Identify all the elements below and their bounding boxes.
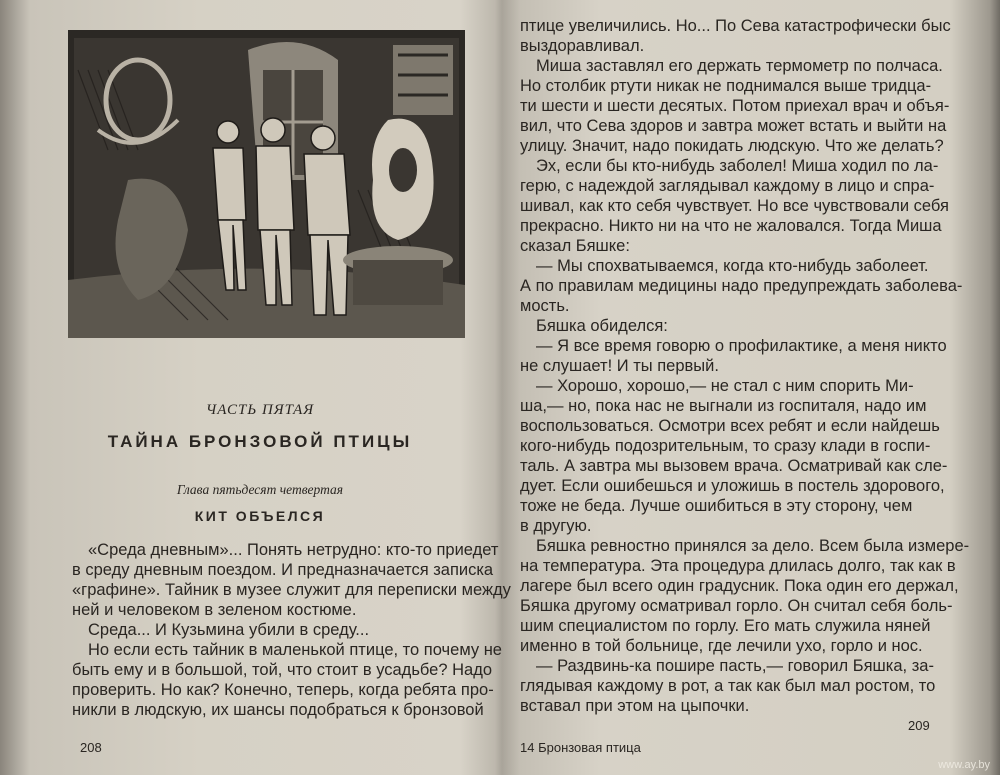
text-line: сказал Бяшке: [520, 237, 630, 255]
illustration-engraving [68, 30, 465, 338]
page-number: 208 [80, 740, 102, 755]
text-line: выздоравливал. [520, 37, 645, 55]
text-line: мость. [520, 297, 570, 315]
text-line: таль. А завтра мы вызовем врача. Осматривай как сле- [520, 457, 948, 475]
part-label: ЧАСТЬ ПЯТАЯ [205, 402, 315, 418]
text-line: Бяшка другому осматривал горло. Он считал себя боль- [520, 597, 953, 615]
text-line: Но если есть тайник в маленькой птице, то почему не [88, 641, 502, 659]
text-line: ти шести и шести десятых. Потом приехал врач и объя- [520, 97, 950, 115]
printer-signature: 14 Бронзовая птица [520, 740, 641, 755]
watermark: www.ay.by [938, 759, 990, 771]
text-line: шим специалистом по горлу. Его мать служила няней [520, 617, 931, 635]
text-line: тоже не беда. Лучше ошибиться в эту сторону, чем [520, 497, 913, 515]
text-line: шивал, как кто себя чувствует. Но все чувствовали себя [520, 197, 949, 215]
text-line: на температура. Эта процедура длилась долго, так как в [520, 557, 956, 575]
text-line: Миша заставлял его держать термометр по полчаса. [536, 57, 943, 75]
page-number: 209 [908, 718, 930, 733]
text-line: в среду дневным поездом. И предназначается записка [72, 561, 494, 579]
text-line: — Я все время говорю о профилактике, а меня никто [536, 337, 947, 355]
text-line: А по правилам медицины надо предупреждать заболева- [520, 277, 963, 295]
text-line: именно в той больнице, где лечили ухо, горло и нос. [520, 637, 923, 655]
text-line: ней и человеком в зеленом костюме. [72, 601, 357, 619]
chapter-illustration [68, 30, 465, 338]
text-line: — Хорошо, хорошо,— не стал с ним спорить Ми- [536, 377, 914, 395]
left-page [30, 0, 511, 775]
part-title: ТАЙНА БРОНЗОВОЙ ПТИЦЫ [107, 432, 413, 451]
text-line: быть ему и в большой, той, что стоит в усадьбе? Надо [72, 661, 493, 679]
text-line: Среда... И Кузьмина убили в среду... [88, 621, 370, 639]
text-line: вил, что Сева здоров и завтра может встать и выйти на [520, 117, 947, 135]
text-line: кого-нибудь подозрительным, то сразу клади в госпи- [520, 437, 931, 455]
text-line: Бяшка обиделся: [536, 317, 668, 335]
chapter-label: Глава пятьдесят четвертая [176, 482, 344, 497]
chapter-title: КИТ ОБЪЕЛСЯ [194, 508, 326, 524]
text-line: Бяшка ревностно принялся за дело. Всем была измере- [536, 537, 970, 555]
text-line: — Мы спохватываемся, когда кто-нибудь заболеет. [536, 257, 929, 275]
text-line: в другую. [520, 517, 592, 535]
text-line: воспользоваться. Осмотри всех ребят и если найдешь [520, 417, 940, 435]
text-line: проверить. Но как? Конечно, теперь, когда ребята про- [72, 681, 494, 699]
text-line: — Раздвинь-ка пошире пасть,— говорил Бяшка, за- [536, 657, 934, 675]
text-line: глядывая каждому в рот, а так как был мал ростом, то [520, 677, 936, 695]
text-line: никли в людскую, их шансы подобраться к бронзовой [72, 701, 484, 719]
text-line: герю, с надеждой заглядывал каждому в лицо и спра- [520, 177, 935, 195]
text-line: лагере был всего один градусник. Пока один его держал, [520, 577, 959, 595]
text-line: не слушает! И ты первый. [520, 357, 719, 375]
text-line: прекрасно. Никто ни на что не жаловался. Тогда Миша [520, 217, 942, 235]
text-line: Но столбик ртути никак не поднимался выше тридца- [520, 77, 932, 95]
text-line: ша,— но, пока нас не выгнали из госпиталя, надо им [520, 397, 927, 415]
text-line: дует. Если ошибешься и уложишь в постель здорового, [520, 477, 945, 495]
text-line: вставал при этом на цыпочки. [520, 697, 750, 715]
text-line: птице увеличились. Но... По Сева катастрофически быс [520, 17, 951, 35]
text-line: «Среда дневным»... Понять нетрудно: кто-то приедет [88, 541, 499, 559]
text-line: Эх, если бы кто-нибудь заболел! Миша ходил по ла- [536, 157, 939, 175]
text-line: «графине». Тайник в музее служит для переписки между [72, 581, 511, 599]
text-line: улицу. Значит, надо покидать людскую. Что же делать? [520, 137, 944, 155]
